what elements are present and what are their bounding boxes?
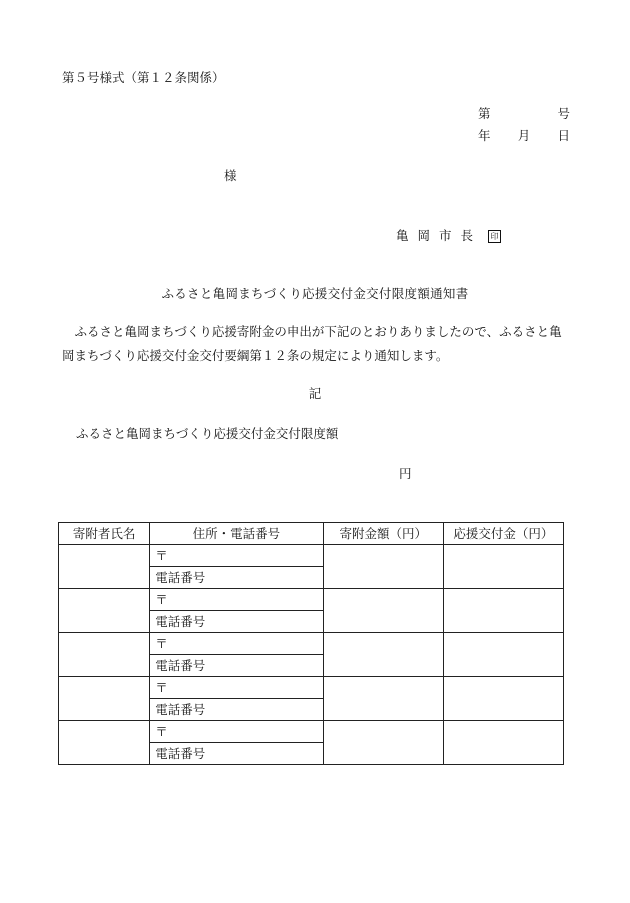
donation-amount-cell[interactable] [323, 589, 443, 633]
phone-cell[interactable]: 電話番号 [150, 567, 323, 589]
table-row [59, 589, 564, 611]
table-row [59, 677, 564, 699]
header-address-phone: 住所・電話番号 [150, 523, 323, 545]
phone-cell[interactable]: 電話番号 [150, 743, 323, 765]
header-support-grant: 応援交付金（円） [443, 523, 563, 545]
support-grant-cell[interactable] [443, 677, 563, 721]
document-title: ふるさと亀岡まちづくり応援交付金交付限度額通知書 [161, 286, 469, 301]
table-row [59, 721, 564, 743]
phone-cell[interactable]: 電話番号 [150, 699, 323, 721]
donor-name-cell[interactable] [59, 677, 150, 721]
postal-cell[interactable]: 〒 [150, 633, 323, 655]
document-number-suffix: 号 [557, 106, 570, 121]
phone-cell[interactable]: 電話番号 [150, 611, 323, 633]
support-grant-cell[interactable] [443, 721, 563, 765]
support-grant-cell[interactable] [443, 633, 563, 677]
postal-cell[interactable]: 〒 [150, 589, 323, 611]
date-row [478, 126, 570, 146]
issuer [396, 226, 501, 246]
support-grant-cell[interactable] [443, 545, 563, 589]
document-number-prefix: 第 [478, 106, 491, 121]
date-year: 年 [478, 128, 491, 143]
yen-unit: 円 [399, 466, 412, 481]
phone-cell[interactable]: 電話番号 [150, 655, 323, 677]
document-number-row [478, 104, 570, 124]
seal-icon: 印 [488, 230, 501, 243]
support-grant-cell[interactable] [443, 589, 563, 633]
donor-table [58, 522, 564, 765]
date-day: 日 [557, 128, 570, 143]
table-row [59, 633, 564, 655]
donor-name-cell[interactable] [59, 633, 150, 677]
postal-cell[interactable]: 〒 [150, 721, 323, 743]
donor-name-cell[interactable] [59, 545, 150, 589]
table-header-row [59, 523, 564, 545]
donation-amount-cell[interactable] [323, 677, 443, 721]
issuer-name: 亀岡市長 [396, 228, 483, 243]
donation-amount-cell[interactable] [323, 633, 443, 677]
donor-name-cell[interactable] [59, 589, 150, 633]
donation-amount-cell[interactable] [323, 545, 443, 589]
form-number: 第５号様式（第１２条関係） [62, 70, 225, 85]
postal-cell[interactable]: 〒 [150, 545, 323, 567]
ki-heading: 記 [308, 386, 322, 401]
header-donation-amount: 寄附金額（円） [323, 523, 443, 545]
body-text: ふるさと亀岡まちづくり応援寄附金の申出が下記のとおりありましたので、ふるさと亀岡まちづくり応援交付金交付要綱第１２条の規定により通知します。 [62, 324, 562, 363]
donor-name-cell[interactable] [59, 721, 150, 765]
donation-amount-cell[interactable] [323, 721, 443, 765]
date-month: 月 [517, 128, 531, 143]
addressee-honorific: 様 [224, 168, 237, 183]
header-donor-name: 寄附者氏名 [59, 523, 150, 545]
table-row [59, 545, 564, 567]
postal-cell[interactable]: 〒 [150, 677, 323, 699]
limit-label: ふるさと亀岡まちづくり応援交付金交付限度額 [76, 426, 339, 441]
